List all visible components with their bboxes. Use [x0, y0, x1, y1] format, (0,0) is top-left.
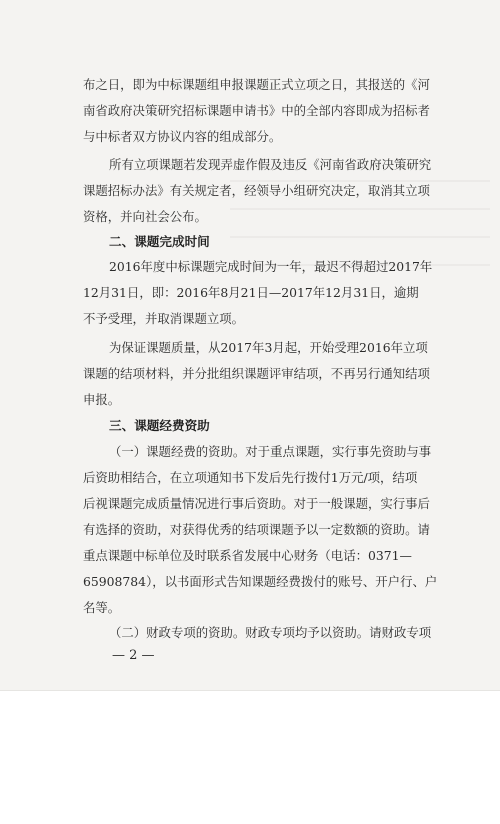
body-line: 南省政府决策研究招标课题申请书》中的全部内容即成为招标者	[83, 103, 430, 118]
body-line: 申报。	[83, 392, 121, 407]
body-line: 重点课题中标单位及时联系省发展中心财务（电话：0371—	[83, 548, 412, 563]
body-line: 课题招标办法》有关规定者，经领导小组研究决定，取消其立项	[83, 183, 430, 198]
page-number: — 2 —	[112, 648, 155, 663]
body-line: 布之日，即为中标课题组申报课题正式立项之日，其报送的《河	[83, 77, 430, 92]
body-line: 所有立项课题若发现弄虚作假及违反《河南省政府决策研究	[109, 157, 432, 172]
body-line: （二）财政专项的资助。财政专项均予以资助。请财政专项	[109, 625, 432, 640]
body-line: 后资助相结合，在立项通知书下发后先行拨付1万元/项，结项	[83, 470, 418, 485]
body-line: 12月31日，即：2016年8月21日—2017年12月31日，逾期	[83, 285, 419, 300]
section-heading-completion-time: 二、课题完成时间	[109, 234, 210, 249]
body-line: 后视课题完成质量情况进行事后资助。对于一般课题，实行事后	[83, 496, 430, 511]
body-line: 有选择的资助，对获得优秀的结项课题予以一定数额的资助。请	[83, 522, 430, 537]
body-line: 为保证课题质量，从2017年3月起，开始受理2016年立项	[109, 340, 428, 355]
body-line: 资格，并向社会公布。	[83, 209, 207, 224]
body-line: 课题的结项材料，并分批组织课题评审结项，不再另行通知结项	[83, 366, 430, 381]
section-heading-funding: 三、课题经费资助	[109, 418, 210, 433]
body-line: 2016年度中标课题完成时间为一年，最迟不得超过2017年	[109, 259, 433, 274]
body-line: （一）课题经费的资助。对于重点课题，实行事先资助与事	[109, 444, 432, 459]
body-line: 65908784），以书面形式告知课题经费拨付的账号、开户行、户	[83, 574, 438, 589]
body-line: 名等。	[83, 600, 121, 615]
body-line: 与中标者双方协议内容的组成部分。	[83, 129, 282, 144]
body-line: 不予受理，并取消课题立项。	[83, 311, 245, 326]
